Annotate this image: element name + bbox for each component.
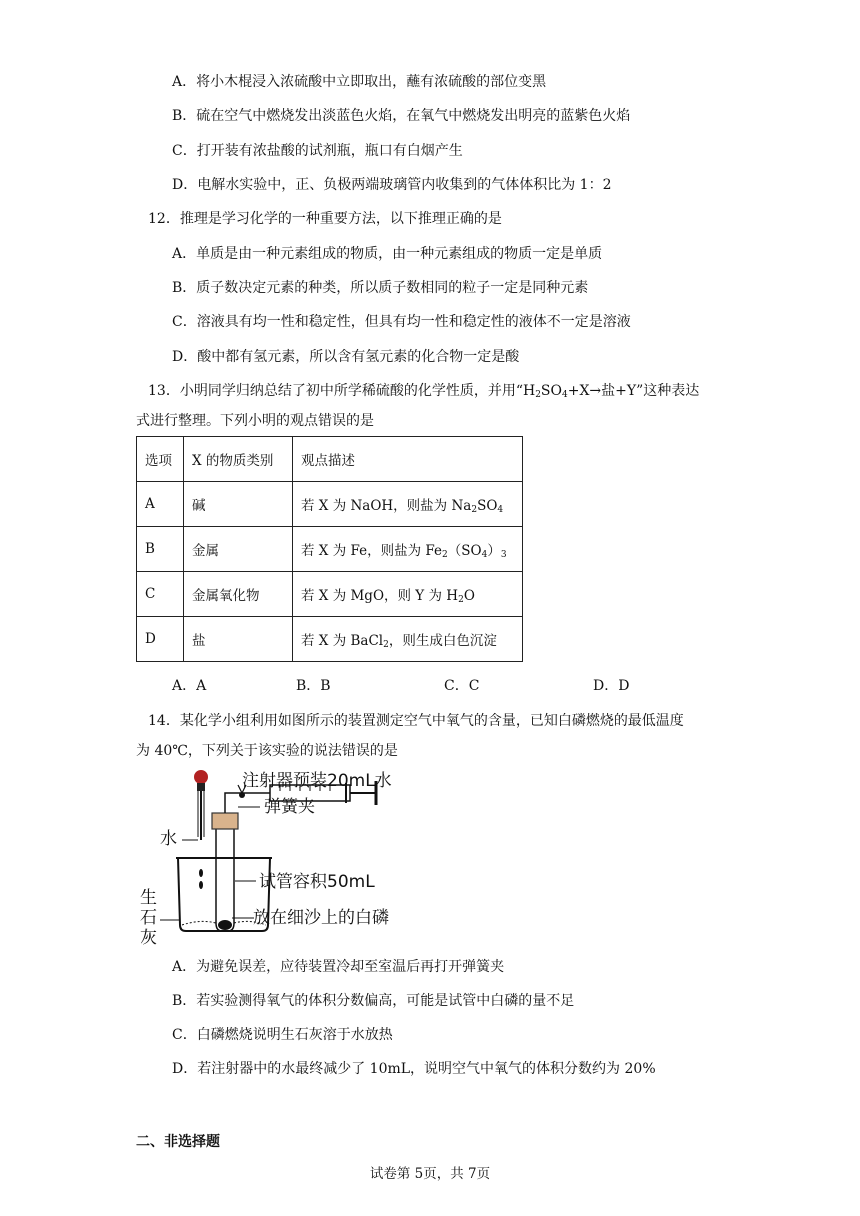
q12-option-c: C．溶液具有均一性和稳定性，但具有均一性和稳定性的液体不一定是溶液 [172, 314, 631, 330]
table-cell: A [137, 482, 184, 527]
table-cell: D [137, 617, 184, 662]
q14-stem-line2: 为 40℃，下列关于该实验的说法错误的是 [136, 743, 398, 759]
table-cell: 若 X 为 NaOH，则盐为 $Na_2SO_4$ [293, 482, 523, 527]
table-row [137, 482, 523, 527]
q13-table [136, 436, 523, 662]
table-row [137, 617, 523, 662]
figure-label-phosphorus: 放在细沙上的白磷 [253, 908, 389, 928]
figure-label-quicklime-2: 石 [140, 908, 157, 928]
q13-answer-c: C．C [444, 678, 480, 694]
q11-option-a: A．将小木棍浸入浓硫酸中立即取出，蘸有浓硫酸的部位变黑 [172, 74, 547, 90]
table-cell: B [137, 527, 184, 572]
q13-stem-line1: 13．小明同学归纳总结了初中所学稀硫酸的化学性质，并用“$H_2SO_4+X\to$盐+Y”这种表达 [148, 383, 700, 400]
q13-answer-d: D．D [593, 678, 630, 694]
figure-label-water: 水 [160, 829, 177, 849]
figure-label-tube: 试管容积50mL [259, 872, 375, 892]
q12-option-d: D．酸中都有氢元素，所以含有氢元素的化合物一定是酸 [172, 349, 520, 365]
section-title: 二、非选择题 [136, 1134, 220, 1150]
q13-stem-line2: 式进行整理。下列小明的观点错误的是 [136, 413, 374, 429]
table-cell: C [137, 572, 184, 617]
table-cell: 若 X 为 BaCl$_2$，则生成白色沉淀 [293, 617, 523, 662]
q12-option-b: B．质子数决定元素的种类，所以质子数相同的粒子一定是同种元素 [172, 280, 589, 296]
q11-option-c: C．打开装有浓盐酸的试剂瓶，瓶口有白烟产生 [172, 143, 463, 159]
q14-option-a: A．为避免误差，应待装置冷却至室温后再打开弹簧夹 [172, 959, 505, 975]
figure-label-syringe: 注射器预装20mL水 [242, 771, 392, 791]
table-cell: 碱 [184, 482, 293, 527]
table-row [137, 527, 523, 572]
table-row [137, 572, 523, 617]
table-header-cell: 观点描述 [293, 437, 523, 482]
q13-answer-b: B．B [296, 678, 331, 694]
table-cell: 金属氧化物 [184, 572, 293, 617]
figure-label-clamp: 弹簧夹 [264, 797, 315, 817]
page-footer: 试卷第 5页，共 7页 [369, 1166, 491, 1182]
figure-label-quicklime-1: 生 [140, 888, 157, 908]
q14-option-b: B．若实验测得氧气的体积分数偏高，可能是试管中白磷的量不足 [172, 993, 575, 1009]
table-cell: 若 X 为 Fe，则盐为 $Fe_2(SO_4)_3$ [293, 527, 523, 572]
q14-option-c: C．白磷燃烧说明生石灰溶于水放热 [172, 1027, 393, 1043]
q14-stem-line1: 14．某化学小组利用如图所示的装置测定空气中氧气的含量，已知白磷燃烧的最低温度 [148, 713, 684, 729]
table-cell: 金属 [184, 527, 293, 572]
q14-option-d: D．若注射器中的水最终减少了 10mL，说明空气中氧气的体积分数约为 20% [172, 1061, 656, 1077]
q12-stem: 12．推理是学习化学的一种重要方法，以下推理正确的是 [148, 211, 502, 227]
q12-option-a: A．单质是由一种元素组成的物质，由一种元素组成的物质一定是单质 [172, 246, 603, 262]
figure-label-quicklime-3: 灰 [140, 928, 157, 948]
q11-option-d: D．电解水实验中，正、负极两端玻璃管内收集到的气体体积比为 1：2 [172, 177, 612, 193]
q13-answer-a: A．A [172, 678, 207, 694]
table-header-cell: 选项 [137, 437, 184, 482]
table-header-row [137, 437, 523, 482]
table-cell: 盐 [184, 617, 293, 662]
table-cell: 若 X 为 MgO，则 Y 为 $H_2O$ [293, 572, 523, 617]
q11-option-b: B．硫在空气中燃烧发出淡蓝色火焰，在氧气中燃烧发出明亮的蓝紫色火焰 [172, 108, 631, 124]
table-header-cell: X 的物质类别 [184, 437, 293, 482]
